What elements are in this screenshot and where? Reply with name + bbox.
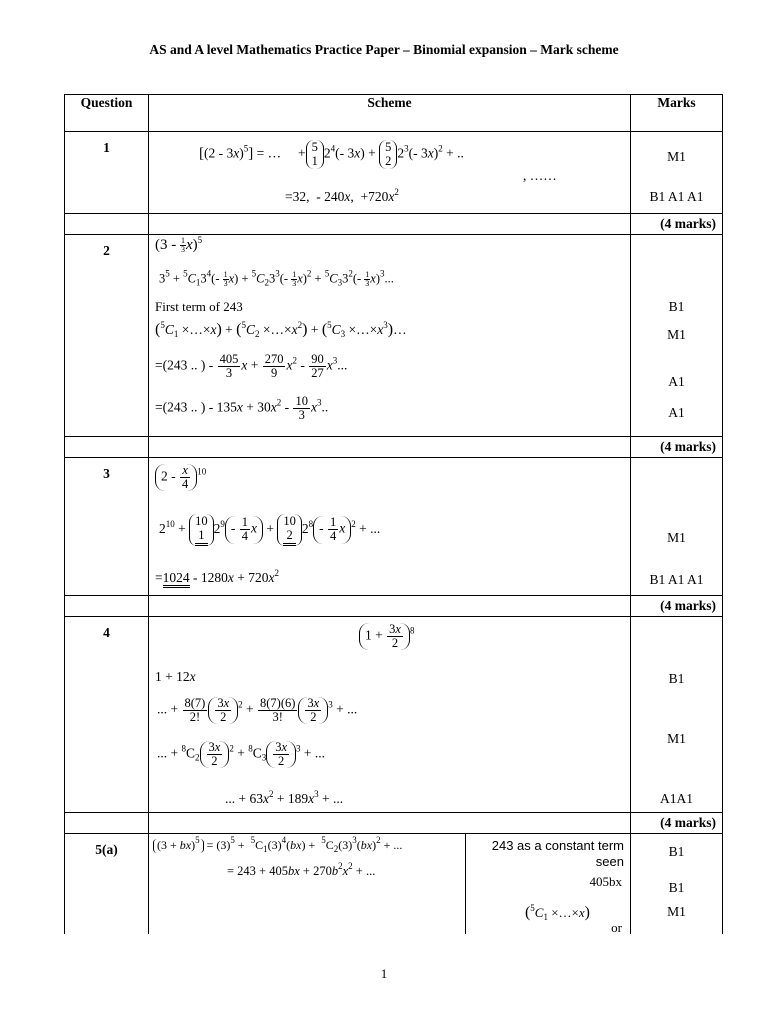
question-1-scheme [149, 132, 631, 214]
q2-first-term: First term of 243 [155, 299, 243, 314]
mark: A1A1 [660, 791, 693, 806]
question-4-row [65, 617, 723, 813]
total-marks: (4 marks) [631, 596, 723, 617]
total-marks: (4 marks) [631, 214, 723, 235]
page-number: 1 [380, 966, 388, 981]
mark-scheme-table [64, 94, 723, 934]
question-2-scheme [149, 235, 631, 437]
question-number: 1 [65, 132, 149, 214]
question-5a-marks [631, 834, 723, 935]
q5a-line-1: $(3 + bx)^5 = (3)^5 + ^5C_1(3)^4(bx) + ^5C_2(3)^3(bx)^2$ + ... [153, 838, 402, 853]
question-2-row [65, 235, 723, 437]
question-number: 5(a) [65, 834, 149, 935]
q5a-note-2-text: 405bx [589, 874, 622, 889]
q4-line-3: ... + $\frac{8(7)}{2!}$ $\frac{3x}{2}$ $^2$ + $\frac{8(7)(6)}{3!}$ $\frac{3x}{2}$ $^3$ + ... [157, 696, 358, 725]
q2-line-5: =(243 .. ) - $\frac{405}{3}$ x + $\frac{270}{9}$ $x^2$ - $\frac{90}{27}$ $x^3$... [155, 352, 348, 381]
question-3-row [65, 458, 723, 596]
q5a-note-3: ($^5C_1$ ×…×x) [524, 903, 590, 922]
mark: M1 [667, 149, 686, 164]
question-1-total-row [65, 214, 723, 235]
q4-line-5: ... + $63x^2 + 189x^3$ + ... [225, 789, 344, 806]
q3-line-1: 2 - $\frac{x}{4}$ $^{10}$ [155, 464, 206, 491]
q1-line-1: [(2 - 3x)$^5$] = … + 5 1 $2^4(-$ 3x) + 5 2 $2^3(-$ 3x)$^2$ + .. [199, 140, 464, 169]
question-number: 4 [65, 617, 149, 813]
question-1-row [65, 132, 723, 214]
q2-line-2: $3^5 + ^5C_13^4(-$ $\frac{1}{3}x) + ^5C_23^3(-$ $\frac{1}{3}x)^2 + ^5C_33^2(-$ $\frac{1}{3}x)^3$... [159, 268, 394, 288]
q5a-note-4: or [611, 920, 622, 935]
q1-line-2: =32, - 240x, $+720x^2$ [285, 187, 399, 204]
question-4-total-row [65, 813, 723, 834]
mark: B1 [668, 671, 685, 686]
question-4-scheme [149, 617, 631, 813]
question-number: 3 [65, 458, 149, 596]
q5a-note-2 [590, 874, 623, 890]
mark: M1 [667, 327, 686, 342]
mark: B1 A1 A1 [649, 189, 704, 204]
total-marks: (4 marks) [631, 437, 723, 458]
question-2-total-row [65, 437, 723, 458]
q1-dots: , …… [523, 168, 557, 183]
question-5a-scheme [149, 834, 466, 935]
mark: B1 A1 A1 [649, 572, 704, 587]
q4-line-1: 1 + $\frac{3x}{2}$ $^8$ [359, 623, 414, 650]
header-marks: Marks [631, 95, 723, 132]
mark: M1 [667, 904, 686, 919]
q2-line-4: ($^5C_1$ ×…×x) + ($^5C_2$ $\times\dots\times x^2) + (^5C_3$ $\times\dots\times x^3)\dots$ [155, 320, 407, 339]
mark: A1 [668, 405, 685, 420]
q2-line-1: (3 - $\frac{1}{3}x)^5$ [155, 235, 203, 255]
q3-line-3: $=1024 - 1280x + 720x^2$ [155, 570, 279, 586]
total-marks: (4 marks) [631, 813, 723, 834]
q3-line-2: $2^{10}$ + 10 1 $2^9$ - $\frac{1}{4}$ x + 10 2 $2^8$ - $\frac{1}{4}$ x $^2$ + ... [159, 514, 380, 546]
question-1-marks [631, 132, 723, 214]
question-number: 2 [65, 235, 149, 437]
header-scheme: Scheme [149, 95, 631, 132]
mark: M1 [667, 530, 686, 545]
mark: M1 [667, 731, 686, 746]
question-5a-row [65, 834, 723, 935]
page-title: AS and A level Mathematics Practice Paper – Binomial expansion – Mark scheme [149, 42, 619, 57]
q2-line-6: =(243 .. ) - $135x + 30x^2$ - $\frac{10}{3}$ $x^3$.. [155, 394, 329, 423]
q4-line-4: ... + $^8C_2$ $\frac{3x}{2}$ $^2 + ^8C_3$ $\frac{3x}{2}$ $^3$ + ... [157, 740, 326, 769]
mark: B1 [668, 880, 685, 895]
mark: B1 [668, 299, 685, 314]
q5a-note-1: 243 as a constant term seen [491, 838, 624, 869]
question-4-marks [631, 617, 723, 813]
question-3-scheme [149, 458, 631, 596]
question-3-total-row [65, 596, 723, 617]
mark: A1 [668, 374, 685, 389]
mark: B1 [668, 844, 685, 859]
question-2-marks [631, 235, 723, 437]
q5a-line-2: = $243 + 405bx + 270b^2x^2$ + ... [227, 861, 376, 878]
header-question: Question [65, 95, 149, 132]
question-3-marks [631, 458, 723, 596]
table-header-row [65, 95, 723, 132]
question-5a-notes [466, 834, 631, 935]
q4-line-2: 1 + 12x [155, 669, 196, 684]
